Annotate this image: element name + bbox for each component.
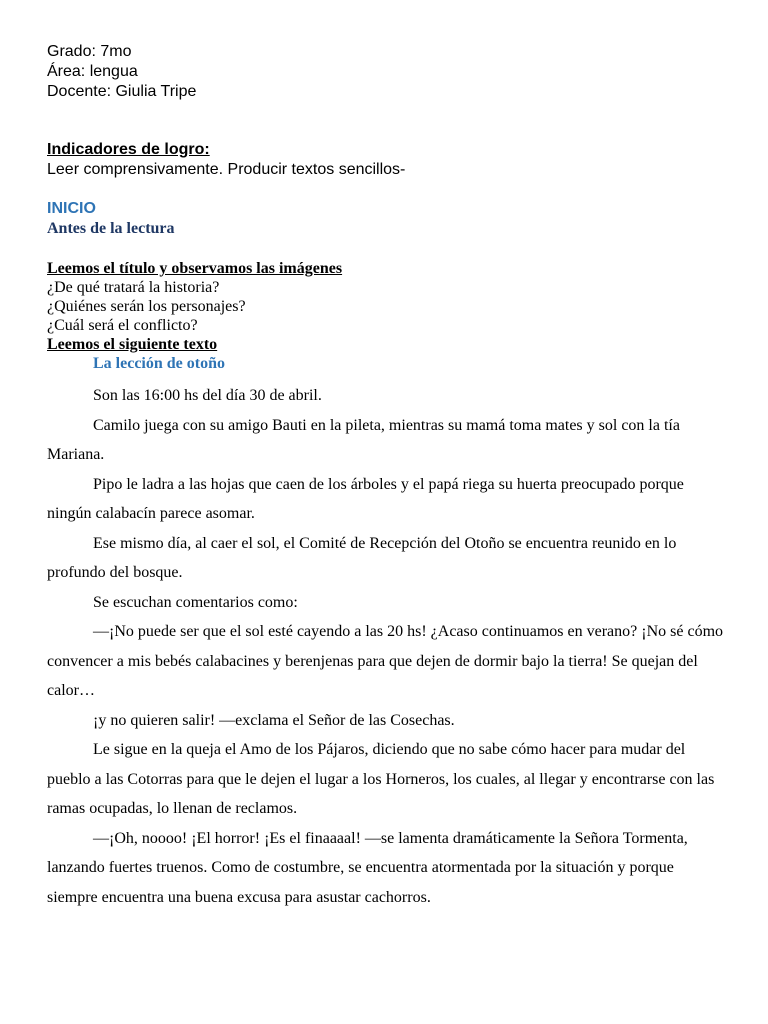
story-paragraph: Se escuchan comentarios como: (93, 593, 298, 611)
inicio-label: INICIO (47, 200, 96, 217)
grado-line: Grado: 7mo (47, 43, 132, 60)
story-body (47, 381, 727, 912)
story-paragraph: Ese mismo día, al caer el sol, el Comité de Recepción del Otoño se encuentra reunido en lo profundo del bosque. (47, 534, 677, 581)
pre-reading-block (47, 259, 727, 354)
story-title: La lección de otoño (93, 355, 225, 372)
story-paragraph: ¡y no quieren salir! —exclama el Señor de las Cosechas. (93, 711, 455, 729)
story-paragraph: Son las 16:00 hs del día 30 de abril. (93, 387, 322, 404)
question-item: ¿Cuál será el conflicto? (47, 317, 198, 334)
header-block (47, 42, 727, 102)
document-page (47, 42, 727, 912)
indicators-text: Leer comprensivamente. Producir textos sencillos- (47, 161, 406, 178)
area-line: Área: lengua (47, 63, 138, 80)
story-paragraph: Pipo le ladra a las hojas que caen de los árboles y el papá riega su huerta preocupado porque ningún calabacín parece asomar. (47, 475, 684, 522)
question-item: ¿De qué tratará la historia? (47, 279, 220, 296)
indicators-heading: Indicadores de logro: (47, 141, 210, 158)
pre-reading-heading: Leemos el título y observamos las imágenes (47, 260, 343, 277)
question-item: ¿Quiénes serán los personajes? (47, 298, 246, 315)
story-paragraph: Camilo juega con su amigo Bauti en la pileta, mientras su mamá toma mates y sol con la tía Mariana. (47, 416, 680, 463)
antes-subtitle: Antes de la lectura (47, 220, 175, 237)
docente-line: Docente: Giulia Tripe (47, 83, 197, 100)
story-paragraph: —¡Oh, noooo! ¡El horror! ¡Es el finaaaal! —se lamenta dramáticamente la Señora Tormenta, lanzando fuertes truenos. Como de costumbre, se encuentra atormentada por la situación y porque siempre encuentra una buena excusa para asustar cachorros. (47, 829, 688, 906)
reading-heading: Leemos el siguiente texto (47, 336, 218, 353)
story-paragraph: Le sigue en la queja el Amo de los Pájaros, diciendo que no sabe cómo hacer para mudar del pueblo a las Cotorras para que le dejen el lugar a los Horneros, los cuales, al llegar y encontrarse con las ramas ocupadas, lo llenan de reclamos. (47, 741, 715, 817)
story-paragraph: —¡No puede ser que el sol esté cayendo a las 20 hs! ¿Acaso continuamos en verano? ¡No sé cómo convencer a mis bebés calabacines y berenjenas para que dejen de dormir bajo la tierra! Se quejan del calor… (47, 623, 724, 699)
